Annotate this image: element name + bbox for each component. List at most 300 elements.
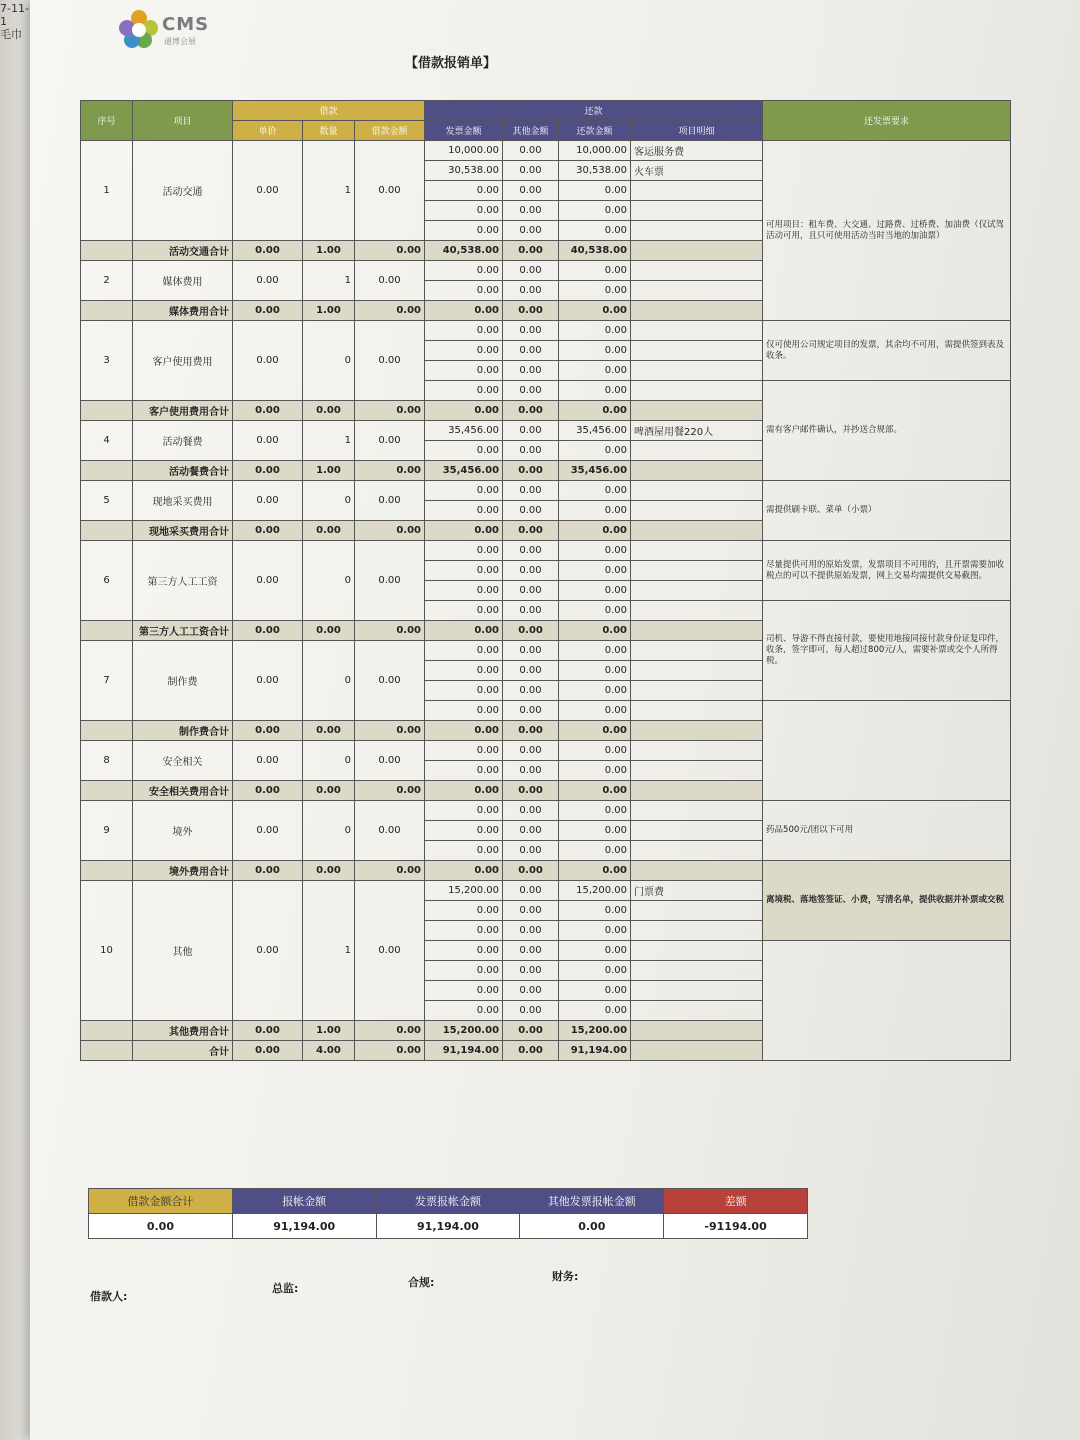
row-unit-price: 0.00 [233, 141, 303, 241]
row-seq-empty [81, 301, 133, 321]
row-seq: 8 [81, 741, 133, 781]
line-repay-amount: 0.00 [559, 321, 631, 341]
subtotal-detail-empty [631, 401, 763, 421]
line-repay-amount: 0.00 [559, 761, 631, 781]
col-detail: 项目明细 [631, 121, 763, 141]
row-seq-empty [81, 621, 133, 641]
row-item-name: 活动交通 [133, 141, 233, 241]
subtotal-unit-price: 0.00 [233, 621, 303, 641]
logo-brand-text: CMS [162, 14, 210, 35]
edge-note-text: 毛巾 [0, 28, 22, 41]
row-seq: 6 [81, 541, 133, 621]
subtotal-loan-amount: 0.00 [355, 1021, 425, 1041]
line-other-amount: 0.00 [503, 881, 559, 901]
row-seq: 3 [81, 321, 133, 401]
adjacent-page-edge [0, 0, 30, 1440]
line-other-amount: 0.00 [503, 421, 559, 441]
line-repay-amount: 0.00 [559, 641, 631, 661]
subtotal-label: 制作费合计 [133, 721, 233, 741]
subtotal-repay-amount: 40,538.00 [559, 241, 631, 261]
row-item-name: 客户使用费用 [133, 321, 233, 401]
subtotal-repay-amount: 0.00 [559, 521, 631, 541]
line-other-amount: 0.00 [503, 581, 559, 601]
subtotal-other-amount: 0.00 [503, 461, 559, 481]
subtotal-unit-price: 0.00 [233, 1041, 303, 1061]
row-item-name: 安全相关 [133, 741, 233, 781]
requirement-note: 仅可使用公司规定项目的发票，其余均不可用，需提供签到表及收条。 [763, 321, 1011, 381]
line-invoice-amount: 0.00 [425, 201, 503, 221]
line-invoice-amount: 0.00 [425, 541, 503, 561]
line-invoice-amount: 0.00 [425, 281, 503, 301]
requirement-note: 药品500元/团以下可用 [763, 801, 1011, 861]
subtotal-repay-amount: 15,200.00 [559, 1021, 631, 1041]
line-other-amount: 0.00 [503, 841, 559, 861]
row-loan-amount: 0.00 [355, 881, 425, 1021]
line-repay-amount: 0.00 [559, 701, 631, 721]
table-row [81, 801, 1011, 821]
row-unit-price: 0.00 [233, 641, 303, 721]
line-repay-amount: 15,200.00 [559, 881, 631, 901]
summary-reimburse-value: 91,194.00 [232, 1214, 376, 1239]
line-other-amount: 0.00 [503, 221, 559, 241]
subtotal-qty: 0.00 [303, 621, 355, 641]
subtotal-qty: 0.00 [303, 861, 355, 881]
line-detail [631, 581, 763, 601]
row-loan-amount: 0.00 [355, 741, 425, 781]
expense-table [80, 100, 1011, 1061]
table-row [81, 141, 1011, 161]
line-other-amount: 0.00 [503, 921, 559, 941]
line-repay-amount: 0.00 [559, 801, 631, 821]
line-repay-amount: 0.00 [559, 921, 631, 941]
table-row [81, 321, 1011, 341]
line-detail [631, 341, 763, 361]
subtotal-invoice-amount: 40,538.00 [425, 241, 503, 261]
row-loan-amount: 0.00 [355, 801, 425, 861]
subtotal-loan-amount: 0.00 [355, 401, 425, 421]
row-seq: 5 [81, 481, 133, 521]
line-detail [631, 561, 763, 581]
line-other-amount: 0.00 [503, 141, 559, 161]
subtotal-detail-empty [631, 621, 763, 641]
subtotal-qty: 0.00 [303, 781, 355, 801]
subtotal-loan-amount: 0.00 [355, 241, 425, 261]
subtotal-loan-amount: 0.00 [355, 301, 425, 321]
line-other-amount: 0.00 [503, 181, 559, 201]
row-qty: 0 [303, 321, 355, 401]
row-item-name: 活动餐费 [133, 421, 233, 461]
line-repay-amount: 0.00 [559, 601, 631, 621]
row-item-name: 其他 [133, 881, 233, 1021]
line-detail [631, 181, 763, 201]
subtotal-label: 境外费用合计 [133, 861, 233, 881]
row-unit-price: 0.00 [233, 481, 303, 521]
line-detail [631, 761, 763, 781]
line-other-amount: 0.00 [503, 761, 559, 781]
subtotal-other-amount: 0.00 [503, 621, 559, 641]
line-repay-amount: 0.00 [559, 181, 631, 201]
row-seq: 4 [81, 421, 133, 461]
row-unit-price: 0.00 [233, 801, 303, 861]
line-detail: 啤酒屋用餐220人 [631, 421, 763, 441]
requirement-note: 需提供刷卡联、菜单（小票） [763, 481, 1011, 541]
line-invoice-amount: 0.00 [425, 801, 503, 821]
subtotal-invoice-amount: 0.00 [425, 401, 503, 421]
line-other-amount: 0.00 [503, 501, 559, 521]
line-invoice-amount: 0.00 [425, 701, 503, 721]
subtotal-label: 活动餐费合计 [133, 461, 233, 481]
line-detail [631, 641, 763, 661]
finance-signature-label: 财务: [552, 1270, 579, 1283]
line-invoice-amount: 0.00 [425, 501, 503, 521]
subtotal-label: 第三方人工工资合计 [133, 621, 233, 641]
row-seq-empty [81, 861, 133, 881]
line-detail [631, 361, 763, 381]
row-loan-amount: 0.00 [355, 141, 425, 241]
table-row [81, 541, 1011, 561]
subtotal-repay-amount: 0.00 [559, 861, 631, 881]
line-repay-amount: 0.00 [559, 441, 631, 461]
flower-logo-icon [118, 8, 160, 50]
compliance-signature-label: 合规: [408, 1276, 435, 1289]
row-seq: 1 [81, 141, 133, 241]
line-other-amount: 0.00 [503, 321, 559, 341]
line-repay-amount: 0.00 [559, 981, 631, 1001]
line-invoice-amount: 0.00 [425, 981, 503, 1001]
requirement-note: 可用项目：租车费、大交通、过路费、过桥费、加油费（仅试驾活动可用，且只可使用活动当时当地的加油票） [763, 141, 1011, 321]
subtotal-invoice-amount: 0.00 [425, 781, 503, 801]
subtotal-qty: 1.00 [303, 301, 355, 321]
requirement-note [763, 701, 1011, 801]
subtotal-invoice-amount: 0.00 [425, 861, 503, 881]
subtotal-loan-amount: 0.00 [355, 621, 425, 641]
subtotal-unit-price: 0.00 [233, 401, 303, 421]
line-invoice-amount: 15,200.00 [425, 881, 503, 901]
line-detail [631, 441, 763, 461]
line-repay-amount: 35,456.00 [559, 421, 631, 441]
subtotal-invoice-amount: 0.00 [425, 721, 503, 741]
requirement-note: 尽量提供可用的原始发票，发票项目不可用的，且开票需要加收税点的可以不提供原始发票，网上交易均需提供交易截图。 [763, 541, 1011, 601]
line-other-amount: 0.00 [503, 481, 559, 501]
subtotal-unit-price: 0.00 [233, 241, 303, 261]
line-other-amount: 0.00 [503, 981, 559, 1001]
line-invoice-amount: 0.00 [425, 261, 503, 281]
row-qty: 1 [303, 261, 355, 301]
row-unit-price: 0.00 [233, 741, 303, 781]
line-invoice-amount: 0.00 [425, 1001, 503, 1021]
subtotal-row [81, 861, 1011, 881]
col-requirements: 还发票要求 [763, 101, 1011, 141]
line-invoice-amount: 0.00 [425, 381, 503, 401]
summary-invoice-header: 发票报帐金额 [376, 1189, 520, 1214]
line-repay-amount: 0.00 [559, 681, 631, 701]
subtotal-other-amount: 0.00 [503, 521, 559, 541]
line-detail [631, 821, 763, 841]
subtotal-label: 媒体费用合计 [133, 301, 233, 321]
subtotal-detail-empty [631, 721, 763, 741]
col-repay-amount: 还款金额 [559, 121, 631, 141]
subtotal-unit-price: 0.00 [233, 1021, 303, 1041]
row-qty: 0 [303, 801, 355, 861]
line-invoice-amount: 0.00 [425, 741, 503, 761]
row-item-name: 媒体费用 [133, 261, 233, 301]
subtotal-other-amount: 0.00 [503, 1041, 559, 1061]
col-unit-price: 单价 [233, 121, 303, 141]
line-other-amount: 0.00 [503, 381, 559, 401]
summary-difference-header: 差额 [664, 1189, 808, 1214]
line-other-amount: 0.00 [503, 821, 559, 841]
line-other-amount: 0.00 [503, 201, 559, 221]
line-other-amount: 0.00 [503, 541, 559, 561]
subtotal-invoice-amount: 0.00 [425, 521, 503, 541]
line-detail [631, 321, 763, 341]
subtotal-repay-amount: 0.00 [559, 621, 631, 641]
line-detail [631, 901, 763, 921]
row-loan-amount: 0.00 [355, 481, 425, 521]
subtotal-repay-amount: 0.00 [559, 721, 631, 741]
row-loan-amount: 0.00 [355, 541, 425, 621]
line-detail [631, 201, 763, 221]
summary-loan-total-value: 0.00 [89, 1214, 233, 1239]
row-seq-empty [81, 781, 133, 801]
line-detail [631, 741, 763, 761]
line-detail [631, 801, 763, 821]
row-seq-empty [81, 401, 133, 421]
line-invoice-amount: 0.00 [425, 821, 503, 841]
subtotal-loan-amount: 0.00 [355, 781, 425, 801]
line-other-amount: 0.00 [503, 901, 559, 921]
line-detail [631, 701, 763, 721]
subtotal-qty: 0.00 [303, 521, 355, 541]
row-seq: 2 [81, 261, 133, 301]
col-invoice-amount: 发票金额 [425, 121, 503, 141]
line-repay-amount: 0.00 [559, 821, 631, 841]
line-invoice-amount: 0.00 [425, 941, 503, 961]
row-seq: 7 [81, 641, 133, 721]
summary-invoice-value: 91,194.00 [376, 1214, 520, 1239]
line-repay-amount: 0.00 [559, 341, 631, 361]
subtotal-loan-amount: 0.00 [355, 461, 425, 481]
line-repay-amount: 0.00 [559, 261, 631, 281]
line-detail [631, 601, 763, 621]
line-invoice-amount: 30,538.00 [425, 161, 503, 181]
line-detail: 门票费 [631, 881, 763, 901]
subtotal-other-amount: 0.00 [503, 781, 559, 801]
row-seq-empty [81, 521, 133, 541]
line-detail [631, 1001, 763, 1021]
summary-reimburse-header: 报帐金额 [232, 1189, 376, 1214]
expense-table-body [81, 141, 1011, 1061]
line-repay-amount: 0.00 [559, 961, 631, 981]
line-other-amount: 0.00 [503, 601, 559, 621]
row-item-name: 境外 [133, 801, 233, 861]
subtotal-label: 合计 [133, 1041, 233, 1061]
line-repay-amount: 0.00 [559, 581, 631, 601]
subtotal-loan-amount: 0.00 [355, 1041, 425, 1061]
requirement-note [763, 941, 1011, 1061]
subtotal-label: 其他费用合计 [133, 1021, 233, 1041]
edge-note-date: 7-11-1 [0, 2, 29, 28]
line-invoice-amount: 0.00 [425, 581, 503, 601]
subtotal-loan-amount: 0.00 [355, 521, 425, 541]
line-invoice-amount: 0.00 [425, 481, 503, 501]
subtotal-other-amount: 0.00 [503, 721, 559, 741]
subtotal-unit-price: 0.00 [233, 461, 303, 481]
row-seq: 10 [81, 881, 133, 1021]
row-qty: 1 [303, 881, 355, 1021]
line-detail [631, 541, 763, 561]
requirement-note: 离境税、落地签签证、小费，写清名单，提供收据并补票或交税 [763, 861, 1011, 941]
line-other-amount: 0.00 [503, 341, 559, 361]
row-seq-empty [81, 1041, 133, 1061]
table-row [81, 481, 1011, 501]
row-unit-price: 0.00 [233, 261, 303, 301]
line-other-amount: 0.00 [503, 701, 559, 721]
col-seq: 序号 [81, 101, 133, 141]
row-qty: 0 [303, 641, 355, 721]
line-invoice-amount: 35,456.00 [425, 421, 503, 441]
subtotal-invoice-amount: 35,456.00 [425, 461, 503, 481]
subtotal-detail-empty [631, 241, 763, 261]
row-seq-empty [81, 1021, 133, 1041]
subtotal-detail-empty [631, 461, 763, 481]
line-invoice-amount: 0.00 [425, 641, 503, 661]
line-detail [631, 981, 763, 1001]
line-other-amount: 0.00 [503, 941, 559, 961]
line-other-amount: 0.00 [503, 441, 559, 461]
line-invoice-amount: 0.00 [425, 361, 503, 381]
line-repay-amount: 30,538.00 [559, 161, 631, 181]
row-seq: 9 [81, 801, 133, 861]
subtotal-label: 活动交通合计 [133, 241, 233, 261]
line-other-amount: 0.00 [503, 561, 559, 581]
subtotal-detail-empty [631, 1021, 763, 1041]
line-invoice-amount: 0.00 [425, 441, 503, 461]
subtotal-repay-amount: 0.00 [559, 401, 631, 421]
subtotal-label: 安全相关费用合计 [133, 781, 233, 801]
line-invoice-amount: 0.00 [425, 661, 503, 681]
line-repay-amount: 0.00 [559, 381, 631, 401]
line-repay-amount: 0.00 [559, 561, 631, 581]
summary-loan-total-header: 借款金额合计 [89, 1189, 233, 1214]
line-invoice-amount: 0.00 [425, 561, 503, 581]
line-other-amount: 0.00 [503, 261, 559, 281]
row-loan-amount: 0.00 [355, 421, 425, 461]
col-loan-group: 借款 [233, 101, 425, 121]
line-invoice-amount: 0.00 [425, 341, 503, 361]
subtotal-detail-empty [631, 1041, 763, 1061]
line-repay-amount: 0.00 [559, 361, 631, 381]
line-invoice-amount: 0.00 [425, 841, 503, 861]
subtotal-other-amount: 0.00 [503, 301, 559, 321]
line-other-amount: 0.00 [503, 361, 559, 381]
line-detail [631, 221, 763, 241]
row-loan-amount: 0.00 [355, 641, 425, 721]
subtotal-other-amount: 0.00 [503, 1021, 559, 1041]
row-unit-price: 0.00 [233, 421, 303, 461]
summary-other-invoice-value: 0.00 [520, 1214, 664, 1239]
line-repay-amount: 0.00 [559, 661, 631, 681]
subtotal-unit-price: 0.00 [233, 301, 303, 321]
line-repay-amount: 0.00 [559, 501, 631, 521]
col-loan-amount: 借款金额 [355, 121, 425, 141]
line-other-amount: 0.00 [503, 661, 559, 681]
line-repay-amount: 0.00 [559, 941, 631, 961]
line-other-amount: 0.00 [503, 281, 559, 301]
subtotal-repay-amount: 91,194.00 [559, 1041, 631, 1061]
summary-difference-value: -91194.00 [664, 1214, 808, 1239]
line-repay-amount: 0.00 [559, 281, 631, 301]
director-signature-label: 总监: [272, 1282, 299, 1295]
subtotal-detail-empty [631, 781, 763, 801]
col-qty: 数量 [303, 121, 355, 141]
line-invoice-amount: 0.00 [425, 761, 503, 781]
row-qty: 0 [303, 741, 355, 781]
row-qty: 1 [303, 421, 355, 461]
company-logo [118, 8, 238, 52]
line-detail [631, 261, 763, 281]
requirement-note: 需有客户邮件确认，并抄送合规部。 [763, 381, 1011, 481]
subtotal-detail-empty [631, 301, 763, 321]
summary-other-invoice-header: 其他发票报帐金额 [520, 1189, 664, 1214]
line-other-amount: 0.00 [503, 681, 559, 701]
subtotal-unit-price: 0.00 [233, 521, 303, 541]
subtotal-loan-amount: 0.00 [355, 861, 425, 881]
subtotal-loan-amount: 0.00 [355, 721, 425, 741]
subtotal-detail-empty [631, 521, 763, 541]
subtotal-other-amount: 0.00 [503, 861, 559, 881]
line-detail: 客运服务费 [631, 141, 763, 161]
row-seq-empty [81, 241, 133, 261]
line-invoice-amount: 0.00 [425, 601, 503, 621]
row-seq-empty [81, 461, 133, 481]
subtotal-qty: 1.00 [303, 241, 355, 261]
line-repay-amount: 0.00 [559, 541, 631, 561]
subtotal-detail-empty [631, 861, 763, 881]
subtotal-label: 现地采买费用合计 [133, 521, 233, 541]
line-invoice-amount: 0.00 [425, 681, 503, 701]
line-other-amount: 0.00 [503, 801, 559, 821]
line-detail [631, 501, 763, 521]
line-other-amount: 0.00 [503, 961, 559, 981]
line-other-amount: 0.00 [503, 1001, 559, 1021]
row-unit-price: 0.00 [233, 541, 303, 621]
line-invoice-amount: 0.00 [425, 321, 503, 341]
line-repay-amount: 0.00 [559, 1001, 631, 1021]
row-unit-price: 0.00 [233, 881, 303, 1021]
line-detail [631, 381, 763, 401]
line-detail [631, 481, 763, 501]
line-detail [631, 841, 763, 861]
row-unit-price: 0.00 [233, 321, 303, 401]
subtotal-other-amount: 0.00 [503, 241, 559, 261]
line-other-amount: 0.00 [503, 641, 559, 661]
row-loan-amount: 0.00 [355, 321, 425, 401]
line-invoice-amount: 10,000.00 [425, 141, 503, 161]
line-repay-amount: 0.00 [559, 741, 631, 761]
subtotal-repay-amount: 35,456.00 [559, 461, 631, 481]
subtotal-invoice-amount: 0.00 [425, 621, 503, 641]
line-invoice-amount: 0.00 [425, 921, 503, 941]
col-item: 项目 [133, 101, 233, 141]
subtotal-qty: 0.00 [303, 401, 355, 421]
col-other-amount: 其他金额 [503, 121, 559, 141]
line-repay-amount: 0.00 [559, 201, 631, 221]
line-detail [631, 921, 763, 941]
subtotal-qty: 0.00 [303, 721, 355, 741]
subtotal-repay-amount: 0.00 [559, 301, 631, 321]
line-detail: 火车票 [631, 161, 763, 181]
